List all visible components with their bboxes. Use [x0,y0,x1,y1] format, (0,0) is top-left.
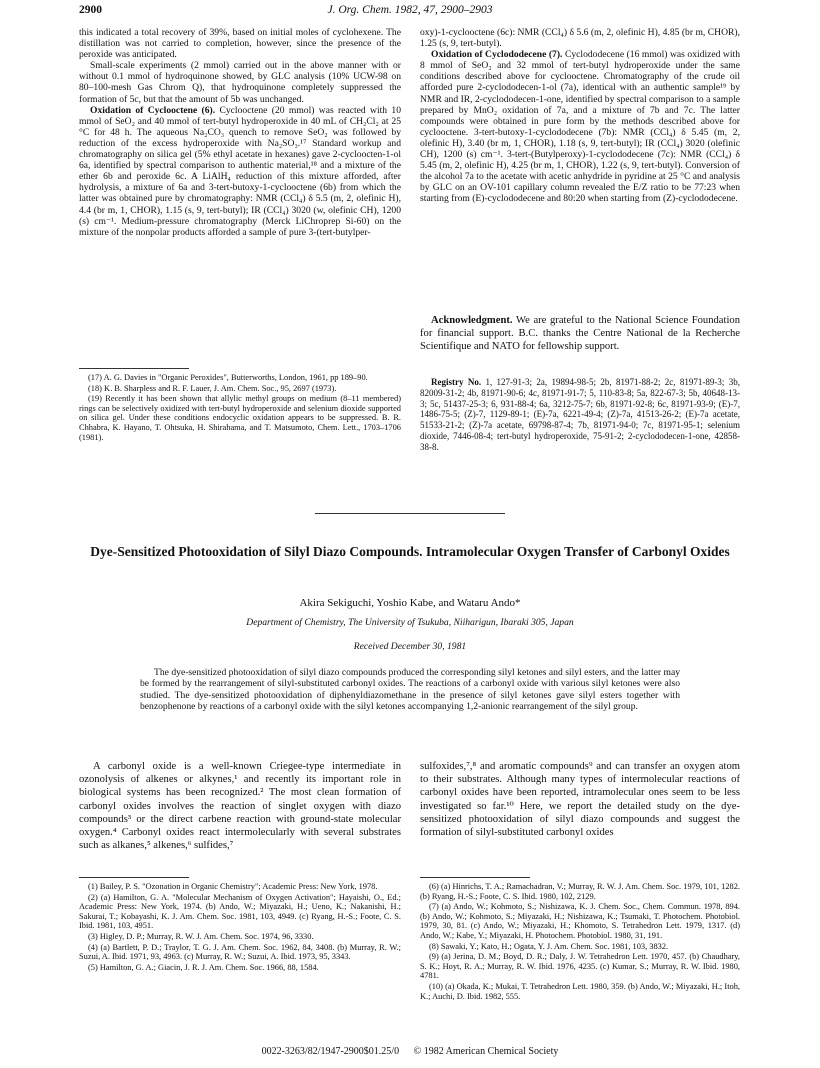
footnote: (3) Higley, D. P.; Murray, R. W. J. Am. Chem. Soc. 1974, 96, 3330. [88,931,314,941]
acknowledgment: Acknowledgment. We are grateful to the National Science Foundation for financial support. B.C. thanks the Centre National de la Recherche Scientifique and NATO for fellowship support. [420,315,740,352]
article-footnotes-left [79,882,401,973]
footnote: (10) (a) Okada, K.; Mukai, T. Tetrahedron Lett. 1980, 359. (b) Ando, W.; Miyazaki, H.; Itoh, K.; Auchi, D. Ibid. 1982, 555. [420,981,740,1001]
paragraph: this indicated a total recovery of 39%, based on initial moles of cyclohexene. The distillation was not carried to completion, however, since the presence of the peroxide was anticipated. [79,27,401,61]
article-affiliation: Department of Chemistry, The University of Tsukuba, Niiharigun, Ibaraki 305, Japan [246,617,574,628]
footnote: (4) (a) Bartlett, P. D.; Traylor, T. G. J. Am. Chem. Soc. 1962, 84, 3408. (b) Murray, R. W.; Suzui, A. Ibid. 1971, 93, 4963. (c) Murray, R. W.; Suzui, A. Ibid. 1973, 95, 3343. [79,942,401,962]
registry-heading: Registry No. [431,377,482,387]
paragraph: A carbonyl oxide is a well-known Criegee-type intermediate in ozonolysis of alkenes or alkynes,¹ and recently its important role in biological systems has been recognized.² The most clean formation of carbonyl oxides involves the reaction of singlet oxygen with diazo compounds³ or the direct carbene reaction with ground-state molecular oxygen.⁴ Carbonyl oxides react intermolecularly with several substrates such as alkanes,⁵ alkenes,⁶ sulfides,⁷ [79,761,401,852]
abstract: The dye-sensitized photooxidation of silyl diazo compounds produced the corresponding silyl ketones and silyl esters, and the latter may be formed by the rearrangement of silyl-substituted carbonyl oxides. The reactions of a carbonyl oxide with various silyl ketones were also studied. The dye-sensitized photooxidation of diphenyldiazomethane in the presence of silyl ketones gave silyl esters together with benzophenone by reactions of a carbonyl oxide with the silyl ketones accompanying 1,2-anionic rearrangement of the silyl group. [140,667,680,713]
article-title: Dye-Sensitized Photooxidation of Silyl Diazo Compounds. Intramolecular Oxygen Transfer of Carbonyl Oxides [90,544,730,559]
footnote: (17) A. G. Davies in "Organic Peroxides", Butterworths, London, 1961, pp 189–90. [88,373,368,382]
footnote: (8) Sawaki, Y.; Kato, H.; Ogata, Y. J. Am. Chem. Soc. 1981, 103, 3832. [429,941,669,951]
paragraph: Oxidation of Cyclododecene (7). Cyclododecene (16 mmol) was oxidized with 8 mmol of SeO₂ and 32 mmol of tert-butyl hydroperoxide under the same conditions described above for cyclooctene. Chromatography of the crude oil afforded pure 2-cyclododecen-1-ol (7a), identical with an authentic sample¹⁹ by NMR and IR, 2-cyclododecen-1-one, identified by spectral comparison to a sample prepared by MnO₂ oxidation of 7a, and a mixture of 7b and 7c. The latter compounds were obtained in pure form by the methods described above for cyclooctene. 3-tert-butoxy-1-cyclododecene (7b): NMR (CCl₄) δ 5.45 (m, 2, olefinic H), 3.40 (br m, 1, CHOR), 1.18 (s, 9, tert-butyl); IR (CCl₄) 3020 (olefinic CH), 1200 (s) cm⁻¹. 3-tert-(Butylperoxy)-1-cyclododecene (7c): NMR (CCl₄) δ 5.45 (m, 2, olefinic H), 4.25 (br m, 1, CHOR), 1.22 (s, 9, tert-butyl). Conversion of the alcohol 7a to the acetate with acetic anhydride in pyridine at 25 °C and analysis by GLC on an OV-101 capillary column revealed the E/Z ratio to be 77:23 when starting from (E)-cyclododecene and 80:20 when starting from (Z)-cyclododecene. [420,49,740,205]
footnote-rule [79,877,189,878]
paragraph: Small-scale experiments (2 mmol) carried out in the above manner with or without 0.1 mmol of hydroquinone showed, by GLC analysis (10% UCW-98 on 80–100-mesh Gas Chrom Q), that hydroquinone completely suppressed the formation of 5c, but that the amount of 5b was unchanged. [79,60,401,105]
page-footer [79,1046,741,1057]
acknowledgment-heading: Acknowledgment. [431,315,513,326]
left-column-text [79,27,401,238]
article-separator [315,513,505,514]
footnote: (1) Bailey, P. S. "Ozonation in Organic Chemistry"; Academic Press: New York, 1978. [88,882,378,891]
footnote: (9) (a) Jerina, D. M.; Boyd, D. R.; Daly, J. W. Tetrahedron Lett. 1970, 457. (b) Chaudhary, S. K.; Hoyt, R. A.; Murray, R. W. Ibid. 1976, 4235. (c) Kumar, S.; Murray, R. W. Ibid. 1980, 4781. [420,952,740,981]
footnote: (18) K. B. Sharpless and R. F. Lauer, J. Am. Chem. Soc., 95, 2697 (1973). [88,383,337,393]
paragraph: sulfoxides,⁷,⁸ and aromatic compounds⁹ and can transfer an oxygen atom to their substrates. Although many types of intermolecular reactions of carbonyl oxides have been reported, intramolecular ones seem to be less investigated so far.¹⁰ Here, we report the detailed study on the dye-sensitized photooxidation of silyl diazo compounds and suggest the formation of silyl-substituted carbonyl oxides [420,761,740,839]
running-header [79,4,741,22]
footnote: (2) (a) Hamilton, G. A. "Molecular Mechanism of Oxygen Activation"; Hayaishi, O., Ed.; Academic Press: New York, 1974. (b) Ando, W.; Miyazaki, H.; Ueno, K.; Nakanishi, H.; Sakurai, T.; Kobayashi, K. J. Am. Chem. Soc. 1981, 103, 4949. (c) Ryang, H.-S.; Foote, C. S. Ibid. 1981, 103, 4951. [79,892,401,931]
footnote: (7) (a) Ando, W.; Kohmoto, S.; Nishizawa, K. J. Chem. Soc., Chem. Commun. 1978, 894. (b) Ando, W.; Kohmoto, S.; Miyazaki, H.; Nishizawa, K.; Tsumaki, T. Photochem. Photobiol. 1979, 30, 81. (c) Ando, W.; Miyazaki, H.; Khomoto, S. Tetrahedron Lett. 1979, 1317. (d) Ando, W.; Kabe, Y.; Miyazaki, H. Photochem. Photobiol. 1980, 31, 191. [420,902,740,940]
footnote: (19) Recently it has been shown that allylic methyl groups on medium (8–11 membered) rings can be selectively oxidized with tert-butyl hydroperoxide and selenium dioxide supported on silica gel. Under these conditions endocyclic oxidation appears to be suppressed. B. R. Chhabra, K. Hayano, T. Ohtsuka, H. Shirahama, and T. Matsumoto, Chem. Lett., 1703–1706 (1981). [79,394,401,442]
paragraph: oxy)-1-cyclooctene (6c): NMR (CCl₄) δ 5.6 (m, 2, olefinic H), 4.85 (br m, CHOR), 1.25 (s, 9, tert-butyl). [420,27,740,50]
received-date: Received December 30, 1981 [353,641,467,652]
footnote: (5) Hamilton, G. A.; Giacin, J. R. J. Am. Chem. Soc. 1966, 88, 1584. [88,962,319,972]
footnote: (6) (a) Hinrichs, T. A.; Ramachadran, V.; Murray, R. W. J. Am. Chem. Soc. 1979, 101, 1282. (b) Ryang, H.-S.; Foote, C. S. Ibid. 1980, 102, 2129. [420,882,740,901]
registry-numbers: Registry No. 1, 127-91-3; 2a, 19894-98-5; 2b, 81971-88-2; 2c, 81971-89-3; 3b, 82009-31-2; 4b, 81971-90-6; 4c, 81971-91-7; 5, 110-83-8; 5a, 822-67-3; 5b, 40648-13-3; 5c, 51437-25-3; 6, 931-88-4; 6a, 3212-75-7; 6b, 81971-92-8; 6c, 81971-93-9; (E)-7, 1486-75-5; (Z)-7, 1129-89-1; (E)-7a, 6221-49-4; (Z)-7a, 41513-26-2; (E)-7a acetate, 51533-21-2; (Z)-7a acetate, 69798-87-4; 7b, 81971-94-0; 7c, 81971-95-1; selenium dioxide, 7446-08-4; tert-butyl hydroperoxide, 75-91-2; 2-cyclododecen-1-one, 42858-38-8. [420,377,740,452]
left-footnotes [79,373,401,443]
footnote-rule [420,877,530,878]
paragraph: Oxidation of Cyclooctene (6). Cyclooctene (20 mmol) was reacted with 10 mmol of SeO₂ and 40 mmol of tert-butyl hydroperoxide in 40 mL of CH₂Cl₂ at 25 °C for 48 h. The aqueous Na₂CO₃ quench to remove SeO₂ was followed by reduction of the excess hydroperoxide with Na₂SO₃.¹⁷ Standard workup and chromatography on silica gel (5% ethyl acetate in hexanes) gave 2-cycloocten-1-ol 6a, identified by spectral comparison to authentic material,¹⁸ and a mixture of the ether 6b and peroxide 6c. A LiAlH₄ reduction of this mixture afforded, after hydrolysis, a mixture of 6a and 3-tert-butoxy-1-cyclooctene (6b) from which the latter was obtained pure by chromatography: NMR (CCl₄) δ 5.5 (m, 2, olefinic H), 4.4 (br m, 1, CHOR), 1.15 (s, 9, tert-butyl); IR (CCl₄) 3020 (w, olefinic CH), 1200 (s) cm⁻¹. Medium-pressure chromatography (Merck LiChroprep Si-60) on the mixture of the nonpolar products afforded a sample of pure 3-(tert-butylper- [79,104,402,238]
section-heading: Oxidation of Cyclododecene (7). [431,49,563,61]
section-heading: Oxidation of Cyclooctene (6). [90,104,216,116]
article-footnotes-right [420,882,740,1002]
intro-left [79,760,401,852]
journal-citation: J. Org. Chem. 1982, 47, 2900–2903 [327,4,493,16]
intro-right [420,760,740,839]
article-code: 0022-3263/82/1947-2900$01.25/0 [261,1046,400,1057]
footnote-rule [79,368,189,369]
right-column-text [420,27,740,205]
copyright: © 1982 American Chemical Society [413,1046,559,1057]
article-authors: Akira Sekiguchi, Yoshio Kabe, and Wataru Ando* [299,597,521,609]
page-number: 2900 [79,4,102,16]
